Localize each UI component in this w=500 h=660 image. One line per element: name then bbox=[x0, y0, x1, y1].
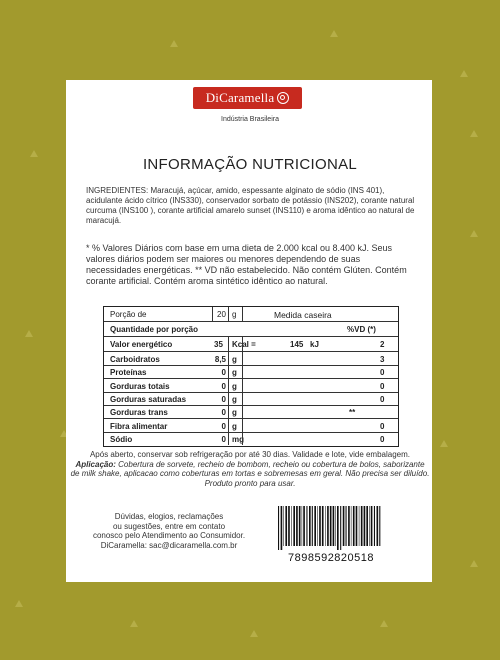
energy-kj: 145 bbox=[290, 340, 304, 349]
barcode-bar bbox=[343, 506, 345, 546]
barcode-bar bbox=[322, 506, 324, 546]
application-text: Cobertura de sorvete, recheio de bombom, recheio ou cobertura de bolos, saborizante de milk shake, aplicacao como coberturas em tortas e sobremesas em geral. Não precisa ser diluído. Produto pronto para usar. bbox=[70, 459, 430, 488]
barcode-bar bbox=[319, 506, 321, 546]
barcode-bar bbox=[285, 506, 287, 546]
nutrient-value: 0 bbox=[221, 381, 226, 391]
nutrition-table bbox=[103, 306, 399, 447]
nutrient-label: Gorduras saturadas bbox=[110, 394, 187, 404]
nutrient-vd: 3 bbox=[380, 355, 385, 364]
barcode-bar bbox=[317, 506, 318, 546]
barcode-bar bbox=[309, 506, 311, 546]
nutrient-vd: 0 bbox=[380, 394, 385, 404]
page-title: INFORMAÇÃO NUTRICIONAL bbox=[142, 156, 358, 173]
barcode-bar bbox=[379, 506, 380, 546]
nutrient-vd: ** bbox=[349, 408, 356, 418]
barcode-image bbox=[276, 506, 386, 550]
nutrient-value: 0 bbox=[221, 408, 226, 418]
nutrient-vd: 0 bbox=[380, 368, 385, 378]
triangle-shape bbox=[470, 560, 478, 567]
nutrient-label: Gorduras trans bbox=[110, 408, 168, 418]
barcode-bar bbox=[340, 506, 341, 550]
brand-name: DiCaramella bbox=[205, 90, 275, 105]
daily-values-note: * % Valores Diários com base em uma dieta de 2.000 kcal ou 8.400 kJ. Seus valores diários podem ser maiores ou menores dependendo de suas necessidades energéticas. ** VD não estabelecido. Não contém Glúten. Contém corante artificial. Contém aroma sintético idêntico ao natural. bbox=[86, 243, 407, 286]
barcode-bar bbox=[359, 506, 360, 546]
barcode-bar bbox=[288, 506, 290, 546]
nutrient-unit: g bbox=[232, 381, 237, 391]
brand-logo bbox=[193, 87, 302, 109]
nutrient-unit: g bbox=[232, 408, 237, 418]
nutrient-unit: g bbox=[232, 368, 237, 378]
barcode-bar bbox=[312, 506, 313, 546]
triangle-shape bbox=[470, 230, 478, 237]
portion-unit: g bbox=[232, 310, 237, 319]
barcode-bar bbox=[348, 506, 350, 546]
triangle-shape bbox=[330, 30, 338, 37]
barcode-bar bbox=[302, 506, 303, 546]
triangle-shape bbox=[440, 440, 448, 447]
nutrient-unit: mg bbox=[232, 434, 244, 444]
table-divider bbox=[212, 307, 213, 321]
barcode-bar bbox=[377, 506, 379, 546]
barcode-bar bbox=[335, 506, 336, 546]
nutrient-label: Sódio bbox=[110, 434, 133, 444]
barcode-bar bbox=[351, 506, 352, 546]
vd-header: %VD (*) bbox=[347, 325, 376, 334]
barcode-bar bbox=[293, 506, 295, 546]
application-label: Aplicação: bbox=[75, 459, 116, 469]
nutrient-value: 0 bbox=[221, 394, 226, 404]
triangle-shape bbox=[25, 330, 33, 337]
nutrient-unit: g bbox=[232, 421, 237, 431]
triangle-shape bbox=[470, 130, 478, 137]
nutrient-value: 0 bbox=[221, 421, 226, 431]
barcode-bar bbox=[333, 506, 335, 546]
nutrient-vd: 0 bbox=[380, 381, 385, 391]
table-divider bbox=[228, 337, 229, 445]
nutrient-unit: g bbox=[232, 355, 237, 364]
table-row bbox=[104, 432, 398, 447]
table-divider bbox=[228, 307, 229, 321]
triangle-shape bbox=[380, 620, 388, 627]
barcode-bar bbox=[327, 506, 329, 546]
brand-tagline: Indústria Brasileira bbox=[221, 116, 279, 123]
barcode-bar bbox=[281, 506, 283, 550]
barcode-bar bbox=[361, 506, 363, 546]
contact-line: conosco pelo Atendimento ao Consumidor. bbox=[92, 531, 246, 540]
contact-info bbox=[84, 512, 254, 550]
triangle-shape bbox=[250, 630, 258, 637]
barcode-bar bbox=[325, 506, 326, 546]
nutrient-vd: 0 bbox=[380, 434, 385, 444]
barcode-bar bbox=[330, 506, 332, 546]
barcode-bar bbox=[369, 506, 370, 546]
nutrient-label: Carboidratos bbox=[110, 355, 160, 364]
nutrient-label: Fibra alimentar bbox=[110, 421, 168, 431]
table-divider bbox=[104, 351, 398, 352]
barcode-bar bbox=[364, 506, 366, 546]
barcode-bar bbox=[283, 506, 284, 546]
energy-label: Valor energético bbox=[110, 340, 173, 349]
barcode-bar bbox=[337, 506, 339, 550]
table-row bbox=[104, 337, 398, 352]
table-divider bbox=[242, 307, 243, 321]
table-row bbox=[104, 307, 398, 322]
nutrient-value: 8,5 bbox=[214, 355, 226, 364]
barcode-bar bbox=[346, 506, 347, 546]
barcode-bar bbox=[366, 506, 368, 546]
barcode-bar bbox=[374, 506, 375, 546]
kj-unit: kJ bbox=[310, 340, 319, 349]
storage-and-application bbox=[70, 450, 430, 488]
nutrient-value: 0 bbox=[221, 434, 226, 444]
nutrient-label: Gorduras totais bbox=[110, 381, 170, 391]
barcode-bar bbox=[314, 506, 316, 546]
nutrient-label: Proteínas bbox=[110, 368, 147, 378]
table-divider bbox=[104, 336, 398, 337]
table-row bbox=[104, 322, 398, 337]
barcode-bar bbox=[353, 506, 355, 546]
household-measure: Medida caseira bbox=[274, 310, 332, 320]
energy-vd: 2 bbox=[380, 340, 385, 349]
portion-label: Porção de bbox=[110, 310, 147, 319]
table-divider bbox=[104, 321, 398, 322]
storage-text: Após aberto, conservar sob refrigeração por até 30 dias. Validade e lote, vide embalagem. bbox=[89, 450, 411, 459]
barcode-bar bbox=[371, 506, 373, 546]
barcode-bar bbox=[278, 506, 279, 550]
quantity-header: Quantidade por porção bbox=[110, 325, 199, 334]
triangle-shape bbox=[170, 40, 178, 47]
table-divider bbox=[242, 337, 243, 445]
triangle-shape bbox=[460, 70, 468, 77]
barcode-bar bbox=[296, 506, 298, 546]
nutrient-vd: 0 bbox=[380, 421, 385, 431]
nutrient-unit: g bbox=[232, 394, 237, 404]
barcode-bar bbox=[303, 506, 305, 546]
portion-value: 20 bbox=[217, 310, 226, 319]
barcode-bar bbox=[306, 506, 307, 546]
barcode-bar bbox=[299, 506, 301, 546]
barcode-bar bbox=[356, 506, 358, 546]
contact-email: DiCaramella: sac@dicaramella.com.br bbox=[100, 540, 238, 550]
swirl-icon bbox=[277, 92, 289, 104]
energy-kcal: 35 bbox=[214, 340, 223, 349]
triangle-shape bbox=[15, 600, 23, 607]
barcode-number: 7898592820518 bbox=[287, 552, 375, 564]
ingredients-text: INGREDIENTES: Maracujá, açúcar, amido, espessante alginato de sódio (INS 401), acidulante ácido cítrico (INS330), conservador sorbato de potássio (INS202), corante natural curcuma (INS100 ), corante artificial amarelo sunset (INS110) e aroma idêntico ao natural de maracujá. bbox=[86, 186, 415, 225]
contact-line: ou sugestões, entre em contato bbox=[112, 521, 226, 531]
kcal-unit: Kcal = bbox=[232, 340, 256, 349]
barcode-bar bbox=[291, 506, 292, 546]
triangle-shape bbox=[130, 620, 138, 627]
contact-line: Dúvidas, elogios, reclamações bbox=[114, 512, 224, 521]
nutrient-value: 0 bbox=[221, 368, 226, 378]
